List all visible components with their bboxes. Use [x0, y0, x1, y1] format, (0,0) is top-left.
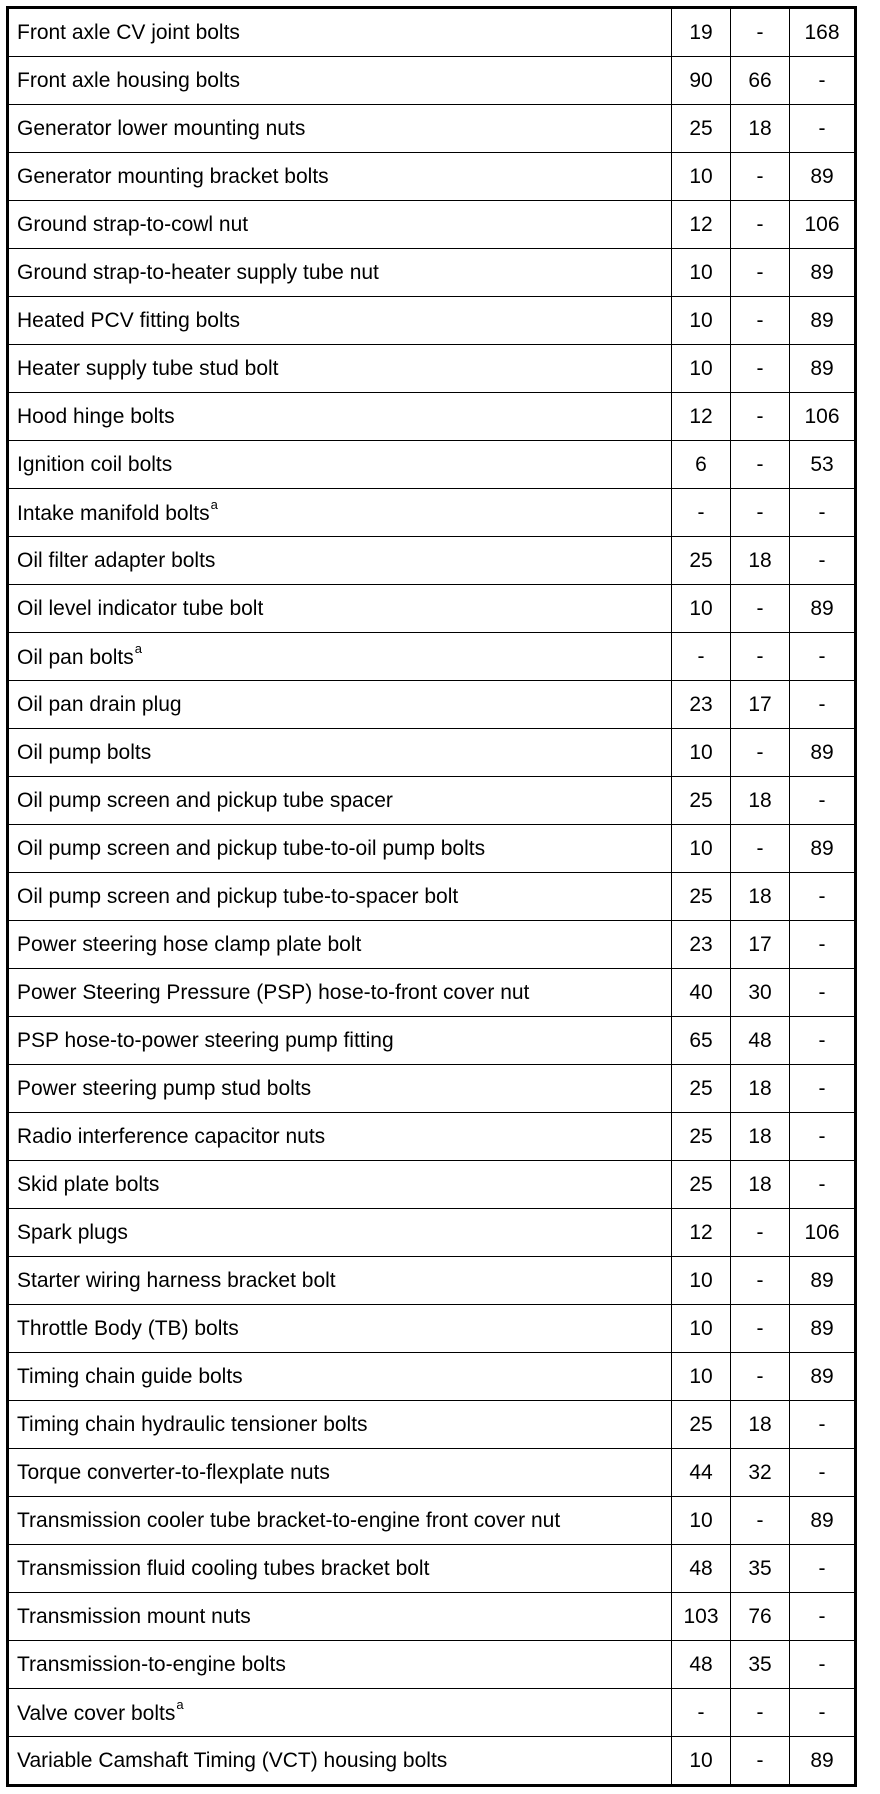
lbin-value-cell: - [790, 57, 856, 105]
nm-value-cell: 10 [672, 825, 731, 873]
component-description-cell [8, 1497, 672, 1545]
table-row [8, 1641, 856, 1689]
lbft-value-cell: - [731, 1497, 790, 1545]
component-description-cell [8, 1257, 672, 1305]
component-description-cell [8, 8, 672, 57]
table-row [8, 201, 856, 249]
table-row [8, 537, 856, 585]
lbft-value-cell: 76 [731, 1593, 790, 1641]
lbin-value-cell: - [790, 777, 856, 825]
component-description: Radio interference capacitor nuts [17, 1124, 326, 1148]
component-description: Timing chain hydraulic tensioner bolts [17, 1412, 368, 1436]
table-row [8, 1545, 856, 1593]
component-description: Generator mounting bracket bolts [17, 164, 329, 188]
component-description: Power steering pump stud bolts [17, 1076, 312, 1100]
lbft-value-cell: - [731, 1209, 790, 1257]
component-description-cell [8, 153, 672, 201]
component-description: Ground strap-to-heater supply tube nut [17, 260, 379, 284]
lbft-value-cell: - [731, 1689, 790, 1737]
table-row [8, 825, 856, 873]
component-description: Ground strap-to-cowl nut [17, 212, 249, 236]
component-description: Heater supply tube stud bolt [17, 356, 279, 380]
component-description: Starter wiring harness bracket bolt [17, 1268, 336, 1292]
component-description-cell [8, 1401, 672, 1449]
footnote-marker: a [210, 496, 218, 512]
lbin-value-cell: - [790, 1689, 856, 1737]
lbft-value-cell: - [731, 441, 790, 489]
lbin-value-cell: - [790, 1161, 856, 1209]
nm-value-cell: 12 [672, 393, 731, 441]
component-description-cell [8, 1113, 672, 1161]
lbin-value-cell: 89 [790, 345, 856, 393]
lbin-value-cell: 89 [790, 1737, 856, 1786]
lbin-value-cell: - [790, 1641, 856, 1689]
table-row [8, 1113, 856, 1161]
lbin-value-cell: 106 [790, 393, 856, 441]
component-description: Oil pan drain plug [17, 692, 182, 716]
component-description-cell [8, 681, 672, 729]
table-row [8, 729, 856, 777]
component-description: Oil pump screen and pickup tube-to-spacer bolt [17, 884, 459, 908]
nm-value-cell: 10 [672, 345, 731, 393]
lbin-value-cell: 89 [790, 297, 856, 345]
component-description: Oil filter adapter bolts [17, 548, 216, 572]
table-row [8, 1593, 856, 1641]
nm-value-cell: 10 [672, 297, 731, 345]
component-description: PSP hose-to-power steering pump fitting [17, 1028, 394, 1052]
nm-value-cell: 12 [672, 201, 731, 249]
lbin-value-cell: - [790, 1065, 856, 1113]
lbin-value-cell: - [790, 1017, 856, 1065]
lbft-value-cell: - [731, 1353, 790, 1401]
lbin-value-cell: 89 [790, 1497, 856, 1545]
component-description: Heated PCV fitting bolts [17, 308, 240, 332]
lbin-value-cell: - [790, 633, 856, 681]
table-row [8, 1737, 856, 1786]
nm-value-cell: 25 [672, 1161, 731, 1209]
component-description: Power Steering Pressure (PSP) hose-to-front cover nut [17, 980, 530, 1004]
table-row [8, 1065, 856, 1113]
nm-value-cell: 48 [672, 1545, 731, 1593]
nm-value-cell: 65 [672, 1017, 731, 1065]
component-description: Oil pump screen and pickup tube-to-oil pump bolts [17, 836, 486, 860]
lbin-value-cell: 89 [790, 249, 856, 297]
lbft-value-cell: - [731, 153, 790, 201]
nm-value-cell: 23 [672, 921, 731, 969]
table-row [8, 1209, 856, 1257]
component-description: Transmission-to-engine bolts [17, 1652, 286, 1676]
lbft-value-cell: 17 [731, 681, 790, 729]
nm-value-cell: 10 [672, 1257, 731, 1305]
table-row [8, 1401, 856, 1449]
nm-value-cell: 10 [672, 1353, 731, 1401]
table-row [8, 633, 856, 681]
lbin-value-cell: - [790, 921, 856, 969]
nm-value-cell: - [672, 633, 731, 681]
table-row [8, 1689, 856, 1737]
lbft-value-cell: - [731, 633, 790, 681]
component-description-cell [8, 1353, 672, 1401]
nm-value-cell: 10 [672, 1497, 731, 1545]
component-description: Ignition coil bolts [17, 452, 173, 476]
nm-value-cell: 12 [672, 1209, 731, 1257]
nm-value-cell: 10 [672, 249, 731, 297]
component-description: Oil level indicator tube bolt [17, 596, 264, 620]
component-description: Transmission cooler tube bracket-to-engine front cover nut [17, 1508, 561, 1532]
component-description-cell [8, 105, 672, 153]
table-row [8, 777, 856, 825]
lbft-value-cell: 17 [731, 921, 790, 969]
nm-value-cell: 40 [672, 969, 731, 1017]
component-description-cell [8, 729, 672, 777]
table-row [8, 585, 856, 633]
component-description-cell [8, 393, 672, 441]
nm-value-cell: 25 [672, 105, 731, 153]
lbft-value-cell: - [731, 249, 790, 297]
lbin-value-cell: - [790, 1401, 856, 1449]
component-description-cell [8, 1209, 672, 1257]
component-description-cell [8, 201, 672, 249]
component-description: Power steering hose clamp plate bolt [17, 932, 362, 956]
lbft-value-cell: 18 [731, 1401, 790, 1449]
table-row [8, 873, 856, 921]
lbin-value-cell: 89 [790, 729, 856, 777]
lbin-value-cell: - [790, 873, 856, 921]
lbft-value-cell: 32 [731, 1449, 790, 1497]
table-row [8, 1161, 856, 1209]
footnote-marker: a [134, 640, 142, 656]
component-description-cell [8, 1593, 672, 1641]
nm-value-cell: - [672, 489, 731, 537]
lbin-value-cell: - [790, 1113, 856, 1161]
component-description: Transmission fluid cooling tubes bracket bolt [17, 1556, 430, 1580]
component-description: Transmission mount nuts [17, 1604, 251, 1628]
lbin-value-cell: - [790, 1545, 856, 1593]
component-description-cell [8, 297, 672, 345]
nm-value-cell: 25 [672, 777, 731, 825]
table-row [8, 8, 856, 57]
nm-value-cell: 48 [672, 1641, 731, 1689]
component-description-cell [8, 345, 672, 393]
lbft-value-cell: 18 [731, 1161, 790, 1209]
lbin-value-cell: 53 [790, 441, 856, 489]
component-description-cell [8, 777, 672, 825]
table-row [8, 1257, 856, 1305]
lbin-value-cell: 89 [790, 585, 856, 633]
nm-value-cell: 23 [672, 681, 731, 729]
component-description: Hood hinge bolts [17, 404, 175, 428]
table-row [8, 153, 856, 201]
nm-value-cell: 10 [672, 1305, 731, 1353]
nm-value-cell: 10 [672, 729, 731, 777]
table-row [8, 1497, 856, 1545]
table-row [8, 489, 856, 537]
component-description-cell [8, 1161, 672, 1209]
table-row [8, 1017, 856, 1065]
nm-value-cell: - [672, 1689, 731, 1737]
lbft-value-cell: - [731, 489, 790, 537]
lbft-value-cell: 66 [731, 57, 790, 105]
component-description: Torque converter-to-flexplate nuts [17, 1460, 330, 1484]
table-row [8, 441, 856, 489]
lbft-value-cell: 18 [731, 105, 790, 153]
lbin-value-cell: - [790, 681, 856, 729]
component-description-cell [8, 1449, 672, 1497]
component-description: Oil pump bolts [17, 740, 152, 764]
torque-spec-table-wrapper [6, 6, 857, 1787]
lbft-value-cell: 18 [731, 537, 790, 585]
lbft-value-cell: 18 [731, 777, 790, 825]
lbin-value-cell: - [790, 1449, 856, 1497]
component-description-cell [8, 489, 672, 537]
lbft-value-cell: - [731, 585, 790, 633]
component-description-cell [8, 441, 672, 489]
lbin-value-cell: 89 [790, 1353, 856, 1401]
table-row [8, 57, 856, 105]
table-row [8, 393, 856, 441]
component-description: Timing chain guide bolts [17, 1364, 243, 1388]
table-row [8, 249, 856, 297]
component-description-cell [8, 585, 672, 633]
component-description: Oil pump screen and pickup tube spacer [17, 788, 393, 812]
lbin-value-cell: 89 [790, 153, 856, 201]
lbft-value-cell: - [731, 345, 790, 393]
component-description: Valve cover bolts [17, 1701, 176, 1725]
lbft-value-cell: - [731, 201, 790, 249]
nm-value-cell: 10 [672, 153, 731, 201]
component-description: Front axle housing bolts [17, 68, 240, 92]
nm-value-cell: 10 [672, 585, 731, 633]
lbft-value-cell: - [731, 1305, 790, 1353]
nm-value-cell: 19 [672, 8, 731, 57]
lbin-value-cell: 106 [790, 201, 856, 249]
table-row [8, 969, 856, 1017]
nm-value-cell: 6 [672, 441, 731, 489]
lbin-value-cell: - [790, 105, 856, 153]
lbft-value-cell: - [731, 297, 790, 345]
lbft-value-cell: 35 [731, 1545, 790, 1593]
lbin-value-cell: 89 [790, 825, 856, 873]
lbft-value-cell: - [731, 729, 790, 777]
footnote-marker: a [176, 1696, 184, 1712]
lbin-value-cell: 89 [790, 1305, 856, 1353]
table-row [8, 1353, 856, 1401]
component-description-cell [8, 825, 672, 873]
component-description-cell [8, 1689, 672, 1737]
component-description-cell [8, 1737, 672, 1786]
lbin-value-cell: - [790, 537, 856, 585]
component-description: Throttle Body (TB) bolts [17, 1316, 239, 1340]
table-row [8, 1449, 856, 1497]
component-description-cell [8, 873, 672, 921]
component-description-cell [8, 1641, 672, 1689]
component-description: Skid plate bolts [17, 1172, 160, 1196]
component-description-cell [8, 969, 672, 1017]
torque-spec-table [6, 6, 857, 1787]
lbft-value-cell: - [731, 8, 790, 57]
torque-spec-table-body [8, 8, 856, 1786]
nm-value-cell: 25 [672, 1065, 731, 1113]
component-description-cell [8, 921, 672, 969]
lbft-value-cell: 18 [731, 873, 790, 921]
component-description-cell [8, 1065, 672, 1113]
component-description: Intake manifold bolts [17, 501, 210, 525]
lbft-value-cell: 18 [731, 1113, 790, 1161]
lbft-value-cell: 35 [731, 1641, 790, 1689]
lbft-value-cell: - [731, 393, 790, 441]
component-description: Oil pan bolts [17, 645, 134, 669]
lbin-value-cell: - [790, 1593, 856, 1641]
table-row [8, 345, 856, 393]
table-row [8, 1305, 856, 1353]
nm-value-cell: 10 [672, 1737, 731, 1786]
nm-value-cell: 25 [672, 873, 731, 921]
table-row [8, 105, 856, 153]
lbin-value-cell: 106 [790, 1209, 856, 1257]
component-description-cell [8, 633, 672, 681]
lbft-value-cell: - [731, 1737, 790, 1786]
table-row [8, 681, 856, 729]
component-description-cell [8, 249, 672, 297]
component-description-cell [8, 1545, 672, 1593]
nm-value-cell: 25 [672, 1113, 731, 1161]
component-description-cell [8, 537, 672, 585]
nm-value-cell: 103 [672, 1593, 731, 1641]
lbft-value-cell: - [731, 825, 790, 873]
lbft-value-cell: 48 [731, 1017, 790, 1065]
component-description: Spark plugs [17, 1220, 128, 1244]
table-row [8, 921, 856, 969]
lbin-value-cell: 168 [790, 8, 856, 57]
lbft-value-cell: 30 [731, 969, 790, 1017]
nm-value-cell: 90 [672, 57, 731, 105]
component-description: Generator lower mounting nuts [17, 116, 306, 140]
lbft-value-cell: - [731, 1257, 790, 1305]
lbin-value-cell: - [790, 489, 856, 537]
component-description-cell [8, 1305, 672, 1353]
lbin-value-cell: 89 [790, 1257, 856, 1305]
lbft-value-cell: 18 [731, 1065, 790, 1113]
nm-value-cell: 25 [672, 1401, 731, 1449]
component-description: Front axle CV joint bolts [17, 20, 240, 44]
lbin-value-cell: - [790, 969, 856, 1017]
table-row [8, 297, 856, 345]
component-description-cell [8, 1017, 672, 1065]
component-description: Variable Camshaft Timing (VCT) housing bolts [17, 1748, 448, 1772]
component-description-cell [8, 57, 672, 105]
nm-value-cell: 44 [672, 1449, 731, 1497]
nm-value-cell: 25 [672, 537, 731, 585]
